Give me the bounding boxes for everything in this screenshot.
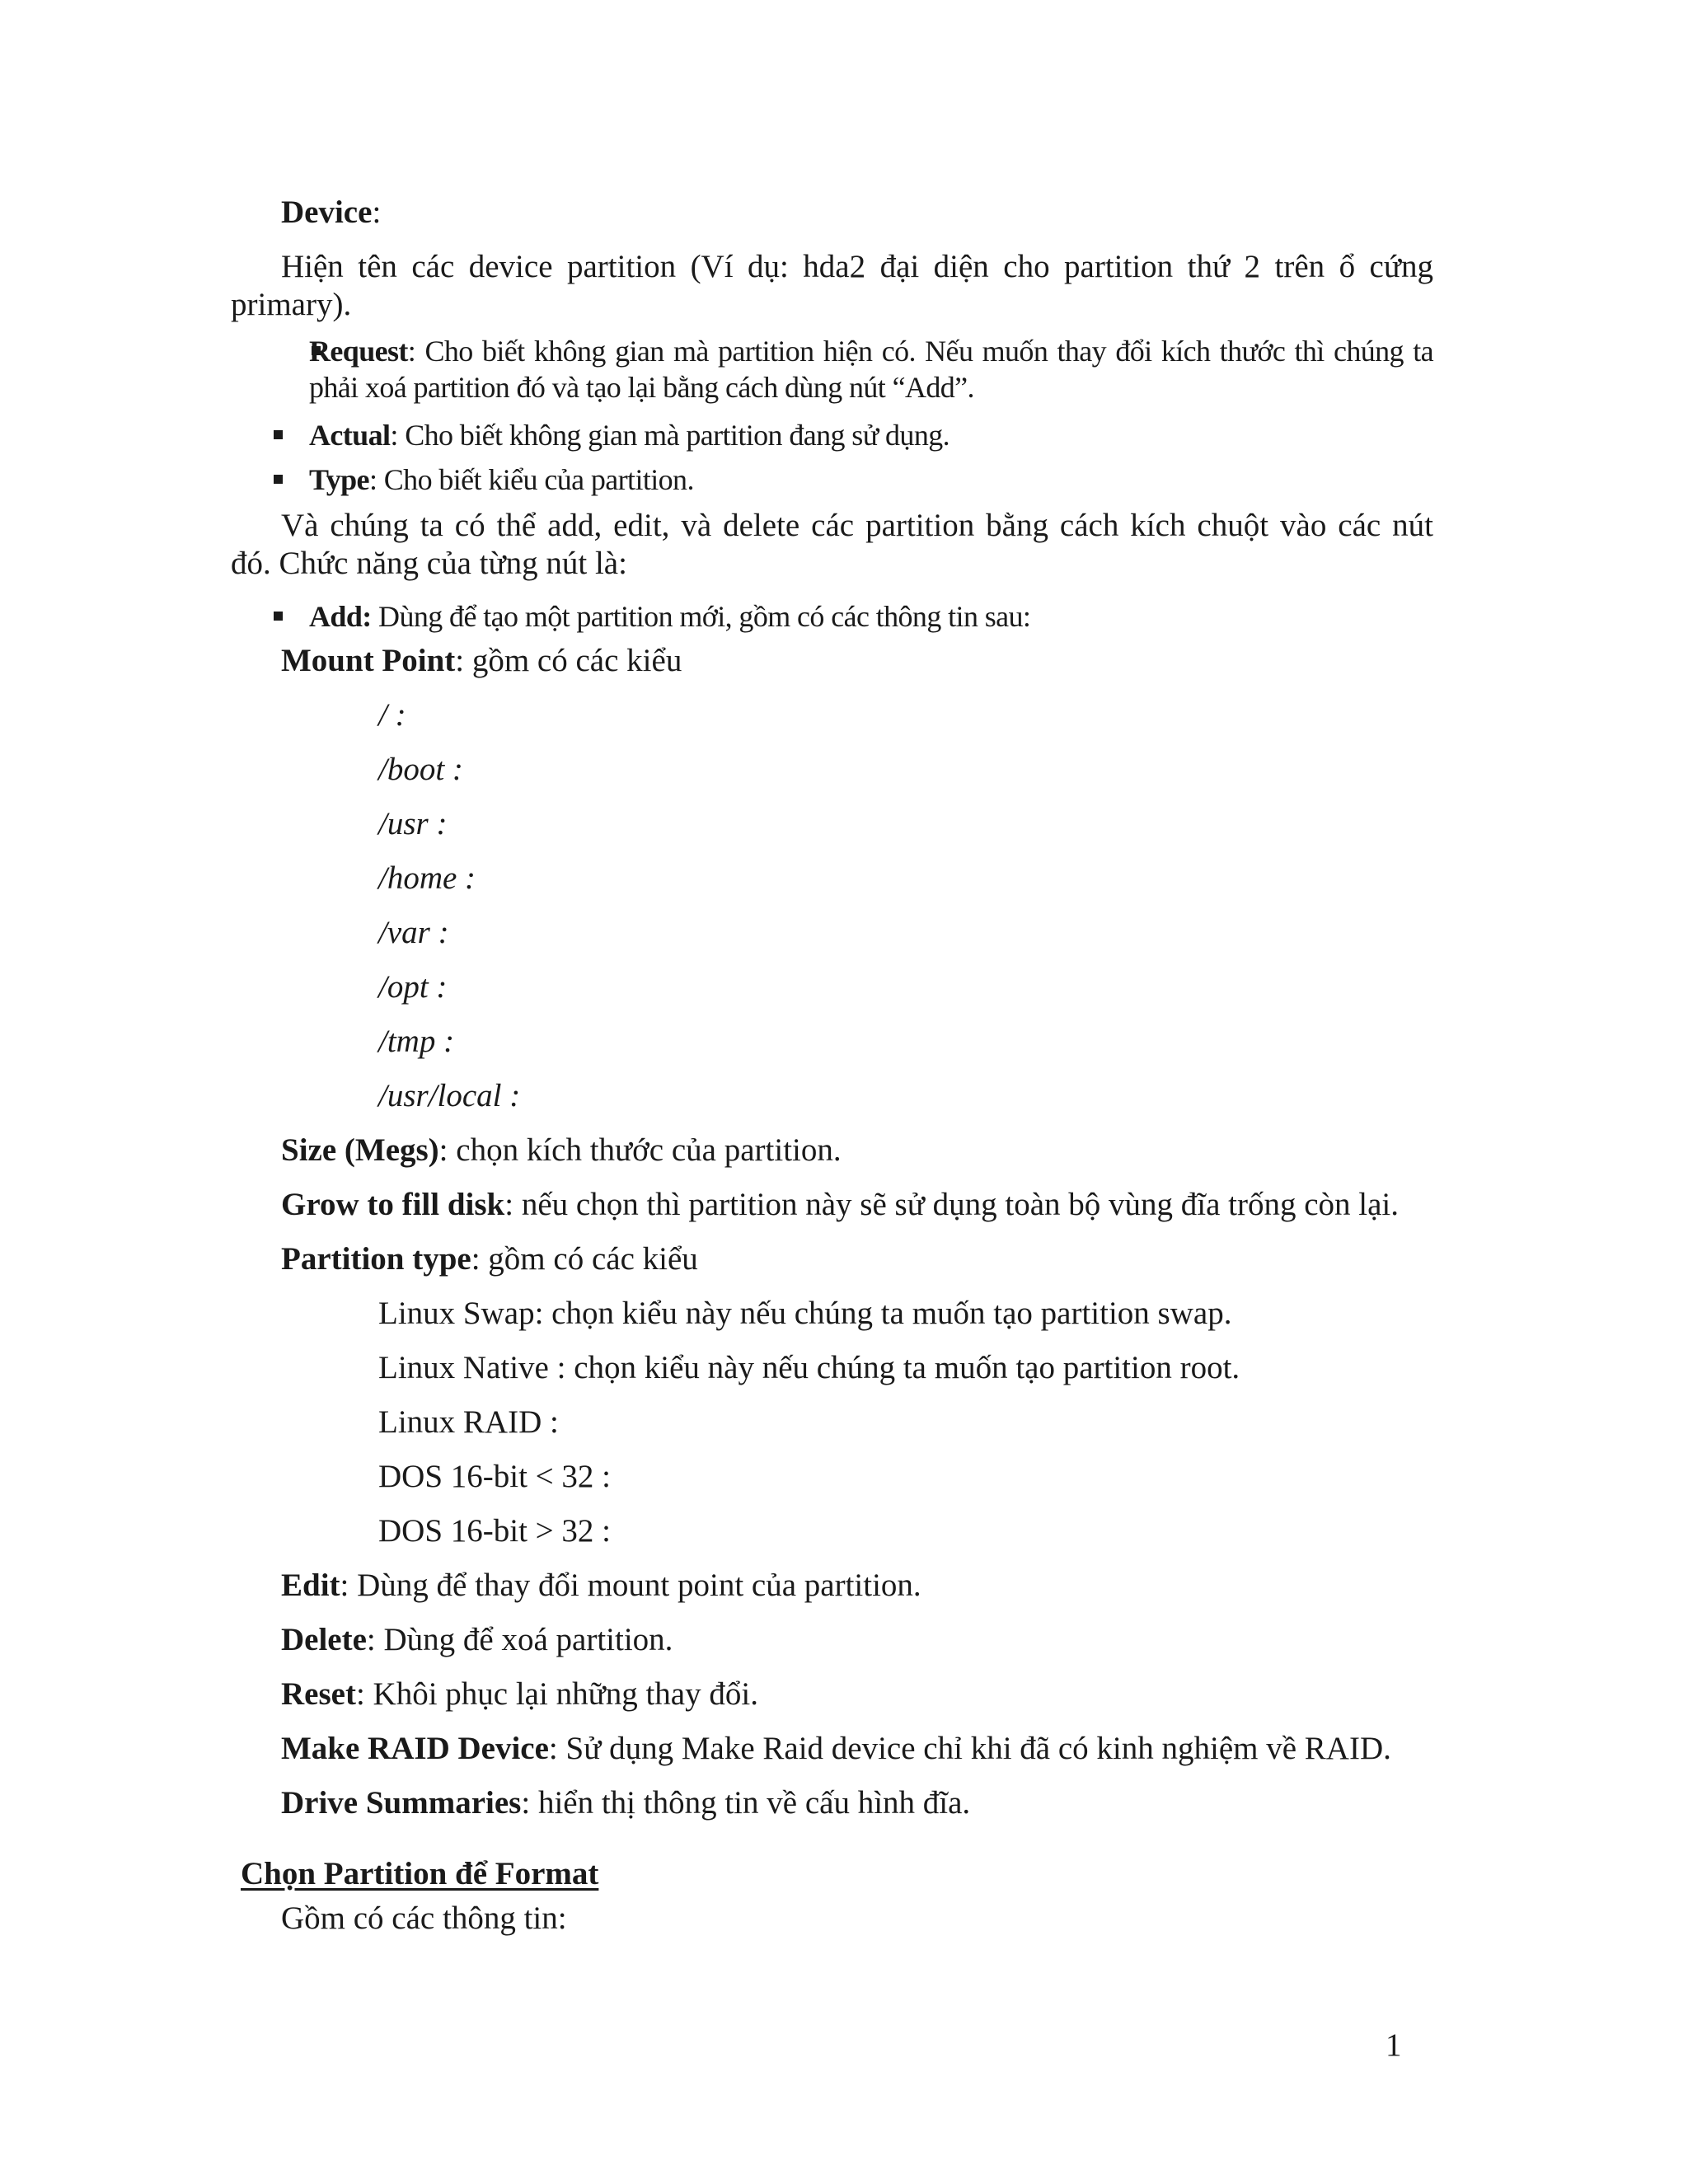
bullet-marker bbox=[274, 612, 283, 621]
partition-type-option: Linux Native : chọn kiểu này nếu chúng ta muốn tạo partition root. bbox=[378, 1350, 1240, 1385]
reset-line: Reset: Khôi phục lại những thay đổi. bbox=[281, 1676, 758, 1712]
bullet-marker bbox=[274, 475, 283, 484]
format-section-heading: Chọn Partition để Format bbox=[241, 1856, 599, 1891]
buttons-intro-line1: Và chúng ta có thể add, edit, và delete các partition bằng cách kích chuột vào các nút bbox=[281, 508, 1433, 543]
mount-point-line: Mount Point: gồm có các kiểu bbox=[281, 643, 682, 678]
grow-line: Grow to fill disk: nếu chọn thì partition này sẽ sử dụng toàn bộ vùng đĩa trống còn lại. bbox=[281, 1187, 1400, 1222]
mount-option: /usr/local : bbox=[378, 1078, 521, 1113]
actual-line: Actual: Cho biết không gian mà partition đang sử dụng. bbox=[309, 419, 950, 452]
mount-option: /boot : bbox=[378, 752, 463, 787]
request-line2: phải xoá partition đó và tạo lại bằng cách dùng nút “Add”. bbox=[309, 371, 974, 404]
device-description-line2: primary). bbox=[231, 287, 352, 322]
bullet-marker bbox=[274, 430, 283, 439]
device-heading: Device: bbox=[281, 194, 382, 230]
device-description-line1: Hiện tên các device partition (Ví dụ: hda2 đại diện cho partition thứ 2 trên ổ cứng bbox=[281, 249, 1433, 284]
type-line: Type: Cho biết kiểu của partition. bbox=[309, 463, 694, 496]
make-raid-line: Make RAID Device: Sử dụng Make Raid device chỉ khi đã có kinh nghiệm về RAID. bbox=[281, 1731, 1391, 1766]
request-line1: Request: Cho biết không gian mà partition hiện có. Nếu muốn thay đổi kích thước thì chúng ta bbox=[309, 335, 1433, 368]
drive-summaries-line: Drive Summaries: hiển thị thông tin về cấu hình đĩa. bbox=[281, 1785, 971, 1821]
size-line: Size (Megs): chọn kích thước của partition. bbox=[281, 1132, 842, 1168]
mount-option: /tmp : bbox=[378, 1024, 455, 1059]
partition-type-option: DOS 16-bit > 32 : bbox=[378, 1513, 612, 1549]
buttons-intro-line2: đó. Chức năng của từng nút là: bbox=[231, 546, 627, 581]
partition-type-option: DOS 16-bit < 32 : bbox=[378, 1459, 612, 1494]
edit-line: Edit: Dùng để thay đổi mount point của partition. bbox=[281, 1568, 921, 1603]
mount-option: /home : bbox=[378, 860, 476, 896]
delete-line: Delete: Dùng để xoá partition. bbox=[281, 1622, 673, 1657]
mount-option: /var : bbox=[378, 915, 449, 950]
partition-type-line: Partition type: gồm có các kiểu bbox=[281, 1241, 698, 1277]
page-number: 1 bbox=[1386, 2027, 1402, 2063]
partition-type-option: Linux Swap: chọn kiểu này nếu chúng ta muốn tạo partition swap. bbox=[378, 1296, 1232, 1331]
mount-option: /opt : bbox=[378, 969, 448, 1005]
mount-option: / : bbox=[378, 697, 406, 733]
add-line: Add: Dùng để tạo một partition mới, gồm có các thông tin sau: bbox=[309, 600, 1031, 633]
partition-type-option: Linux RAID : bbox=[378, 1404, 559, 1440]
format-section-text: Gồm có các thông tin: bbox=[281, 1900, 567, 1936]
mount-option: /usr : bbox=[378, 806, 448, 841]
